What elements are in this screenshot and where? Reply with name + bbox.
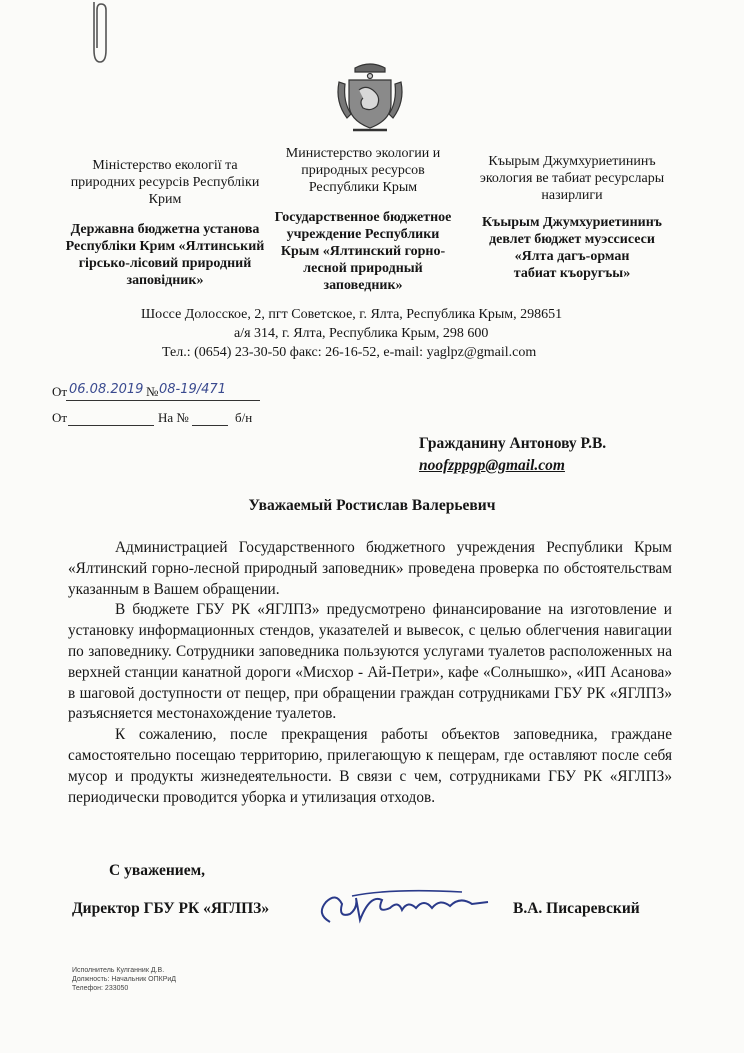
signature-icon	[312, 884, 502, 934]
paragraph-3: К сожалению, после прекращения работы объектов заповедника, граждане самостоятельно посещаю территорию, прилегающую к пещерам, где оставляют после себя мусор и продукты жизнедеятельности. В связи с чем, сотрудниками ГБУ РК «ЯГЛПЗ» периодически проводится уборка и утилизация отходов.	[68, 726, 672, 806]
incoming-number-label: На №	[158, 410, 189, 425]
incoming-suffix: б/н	[235, 410, 253, 425]
ministry-crh: Къырым Джумхуриетининъ экология ве табиат ресурслары назирлиги	[479, 154, 665, 203]
incoming-registration	[52, 410, 267, 428]
executor-block	[72, 966, 176, 993]
institution-ru: Государственное бюджетное учреждение Республики Крым «Ялтинский горно-лесной природный заповедник»	[274, 210, 452, 293]
header-column-ru	[268, 145, 458, 294]
signatory-title: Директор ГБУ РК «ЯГЛПЗ»	[72, 900, 270, 917]
outgoing-date: 06.08.2019	[69, 382, 144, 397]
paragraph-2: В бюджете ГБУ РК «ЯГЛПЗ» предусмотрено финансирование на изготовление и установку информационных стендов, указателей и вывесок, с целью облегчения навигации по заповеднику. Сотрудники заповедника пользуются услугами туалетов расположенных на верхней станции канатной дороги «Мисхор - Ай-Петри», кафе «Солнышко», «ИП Асанова» в шаговой доступности от пещер, при обращении граждан сотрудниками ГБУ РК «ЯГЛПЗ» разъясняется местонахождение туалетов.	[68, 601, 672, 723]
outgoing-from-label: От	[52, 384, 68, 399]
outgoing-underline	[66, 400, 260, 401]
executor-line-2: Должность: Начальник ОПКРиД	[72, 976, 177, 983]
incoming-from-label: От	[52, 410, 68, 425]
institution-crh-line2: девлет бюджет муэссисеси	[489, 232, 655, 247]
incoming-number-underline	[192, 425, 228, 426]
institution-crh-line1: Къырым Джумхуриетининъ	[482, 215, 662, 230]
paperclip-icon	[86, 0, 112, 66]
addressee-name: Гражданину Антонову Р.В.	[419, 435, 607, 452]
address-line-3: Тел.: (0654) 23-30-50 факс: 26-16-52, e-mail: yaglpz@gmail.com	[162, 345, 537, 360]
ministry-ua: Міністерство екології та природних ресурсів Республіки Крим	[70, 158, 260, 207]
signatory-name: В.А. Писаревский	[513, 900, 640, 917]
letter-body	[68, 538, 672, 808]
executor-line-1: Исполнитель Кулганник Д.В.	[72, 967, 165, 974]
paragraph-1: Администрацией Государственного бюджетного учреждения Республики Крым «Ялтинский горно-лесной природный заповедник» проведена проверка по обстоятельствам указанным в Вашем обращении.	[68, 539, 672, 598]
outgoing-number: 08-19/471	[159, 382, 226, 397]
address-line-1: Шоссе Долосское, 2, пгт Советское, г. Ялта, Республика Крым, 298651	[141, 307, 563, 322]
ministry-ru: Министерство экологии и природных ресурсов Республики Крым	[285, 146, 441, 195]
institution-crh-line4: табиат къоругъы»	[513, 266, 631, 281]
addressee-email[interactable]: noofzppgp@gmail.com	[419, 457, 565, 474]
address-line-2: а/я 314, г. Ялта, Республика Крым, 298 600	[234, 326, 489, 341]
incoming-date-underline	[68, 425, 154, 426]
institution-crh-line3: «Ялта дагъ-орман	[514, 249, 630, 264]
header-column-ua	[62, 157, 268, 289]
closing: С уважением,	[109, 862, 206, 879]
executor-line-3: Телефон: 233050	[72, 985, 129, 992]
outgoing-registration	[52, 384, 262, 402]
crimea-emblem-icon	[325, 58, 415, 138]
outgoing-number-label: №	[146, 384, 159, 399]
header-column-crh	[462, 153, 682, 282]
institution-ua: Державна бюджетна установа Республіки Крим «Ялтинський гірсько-лісовий природний заповідник»	[65, 222, 265, 288]
salutation: Уважаемый Ростислав Валерьевич	[248, 497, 496, 514]
